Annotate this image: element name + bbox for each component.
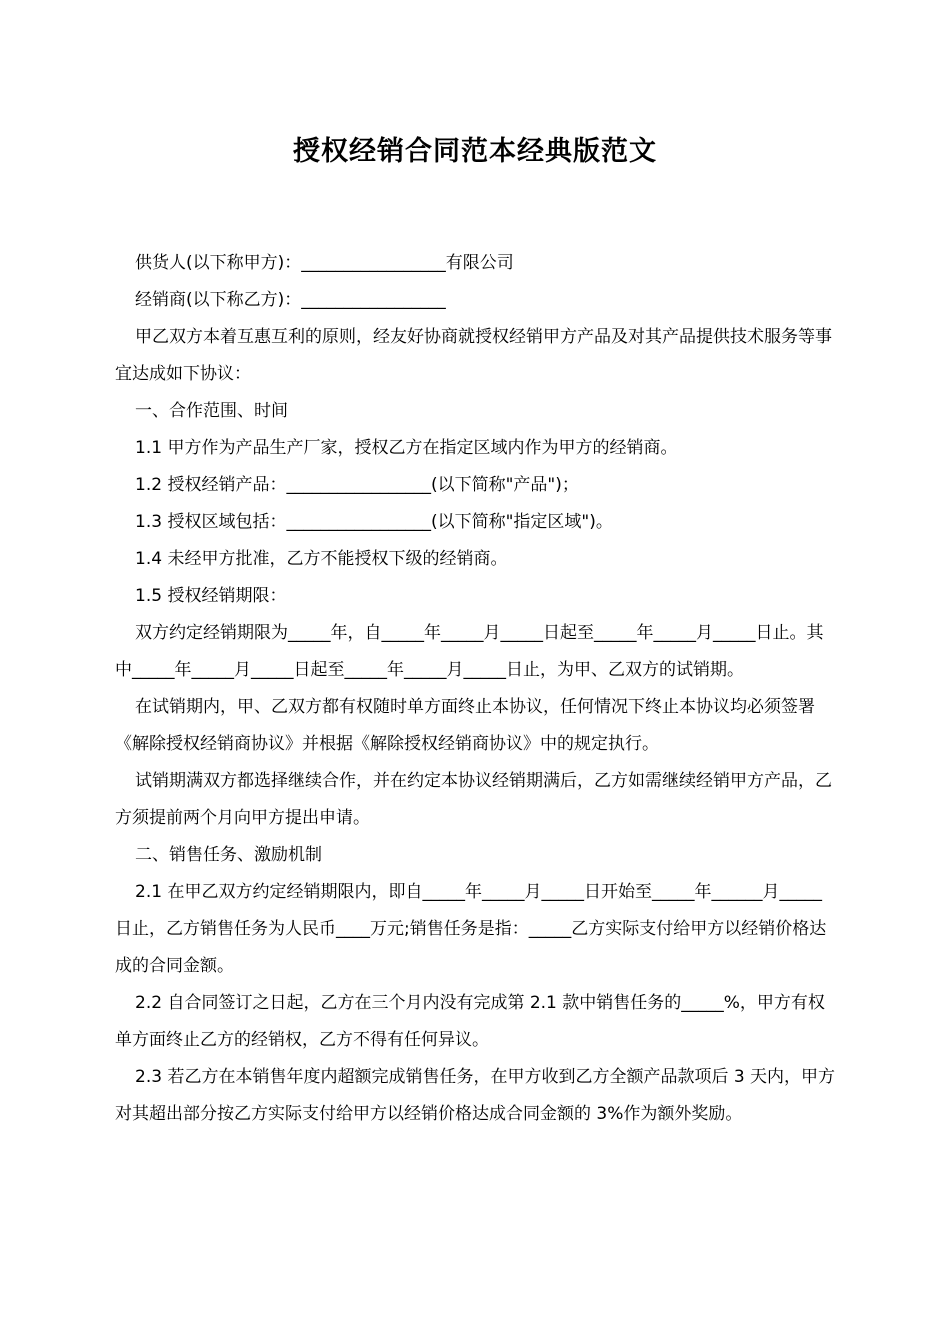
document-paragraph: 2.3 若乙方在本销售年度内超额完成销售任务，在甲方收到乙方全额产品款项后 3 天内，甲方对其超出部分按乙方实际支付给甲方以经销价格达成合同金额的 3%作为额外奖励。: [115, 1067, 836, 1124]
document-paragraph: 1.2 授权经销产品：_________________(以下简称"产品")；: [135, 475, 579, 495]
document-paragraph: 经销商(以下称乙方)：_________________: [135, 290, 446, 310]
document-body: [115, 245, 837, 1133]
document-paragraph: 1.4 未经甲方批准，乙方不能授权下级的经销商。: [135, 549, 508, 569]
document-paragraph: 一、合作范围、时间: [135, 401, 288, 421]
document-paragraph: 1.3 授权区域包括：_________________(以下简称"指定区域")。: [135, 512, 613, 532]
document-paragraph: 甲乙双方本着互惠互利的原则，经友好协商就授权经销甲方产品及对其产品提供技术服务等事宜达成如下协议：: [115, 327, 832, 384]
document-paragraph: 2.1 在甲乙双方约定经销期限内，即自_____年_____月_____日开始至_____年______月_____日止，乙方销售任务为人民币____万元;销售任务是指：_____乙方实际支付给甲方以经销价格达成的合同金额。: [115, 882, 827, 976]
document-paragraph: 双方约定经销期限为_____年，自_____年_____月_____日起至_____年_____月_____日止。其中_____年_____月_____日起至_____年_____月_____日止，为甲、乙双方的试销期。: [115, 623, 824, 680]
document-paragraph: 二、销售任务、激励机制: [135, 845, 322, 865]
document-paragraph: 1.5 授权经销期限：: [135, 586, 287, 606]
document-paragraph: 试销期满双方都选择继续合作，并在约定本协议经销期满后，乙方如需继续经销甲方产品，乙方须提前两个月向甲方提出申请。: [115, 771, 832, 828]
document-paragraph: 2.2 自合同签订之日起，乙方在三个月内没有完成第 2.1 款中销售任务的_____%，甲方有权单方面终止乙方的经销权，乙方不得有任何异议。: [115, 993, 825, 1050]
document-paragraph: 供货人(以下称甲方)：_________________有限公司: [135, 253, 514, 273]
document-paragraph: 1.1 甲方作为产品生产厂家，授权乙方在指定区域内作为甲方的经销商。: [135, 438, 678, 458]
document-title: 授权经销合同范本经典版范文: [293, 136, 657, 167]
document-paragraph: 在试销期内，甲、乙双方都有权随时单方面终止本协议，任何情况下终止本协议均必须签署《解除授权经销商协议》并根据《解除授权经销商协议》中的规定执行。: [115, 697, 815, 754]
